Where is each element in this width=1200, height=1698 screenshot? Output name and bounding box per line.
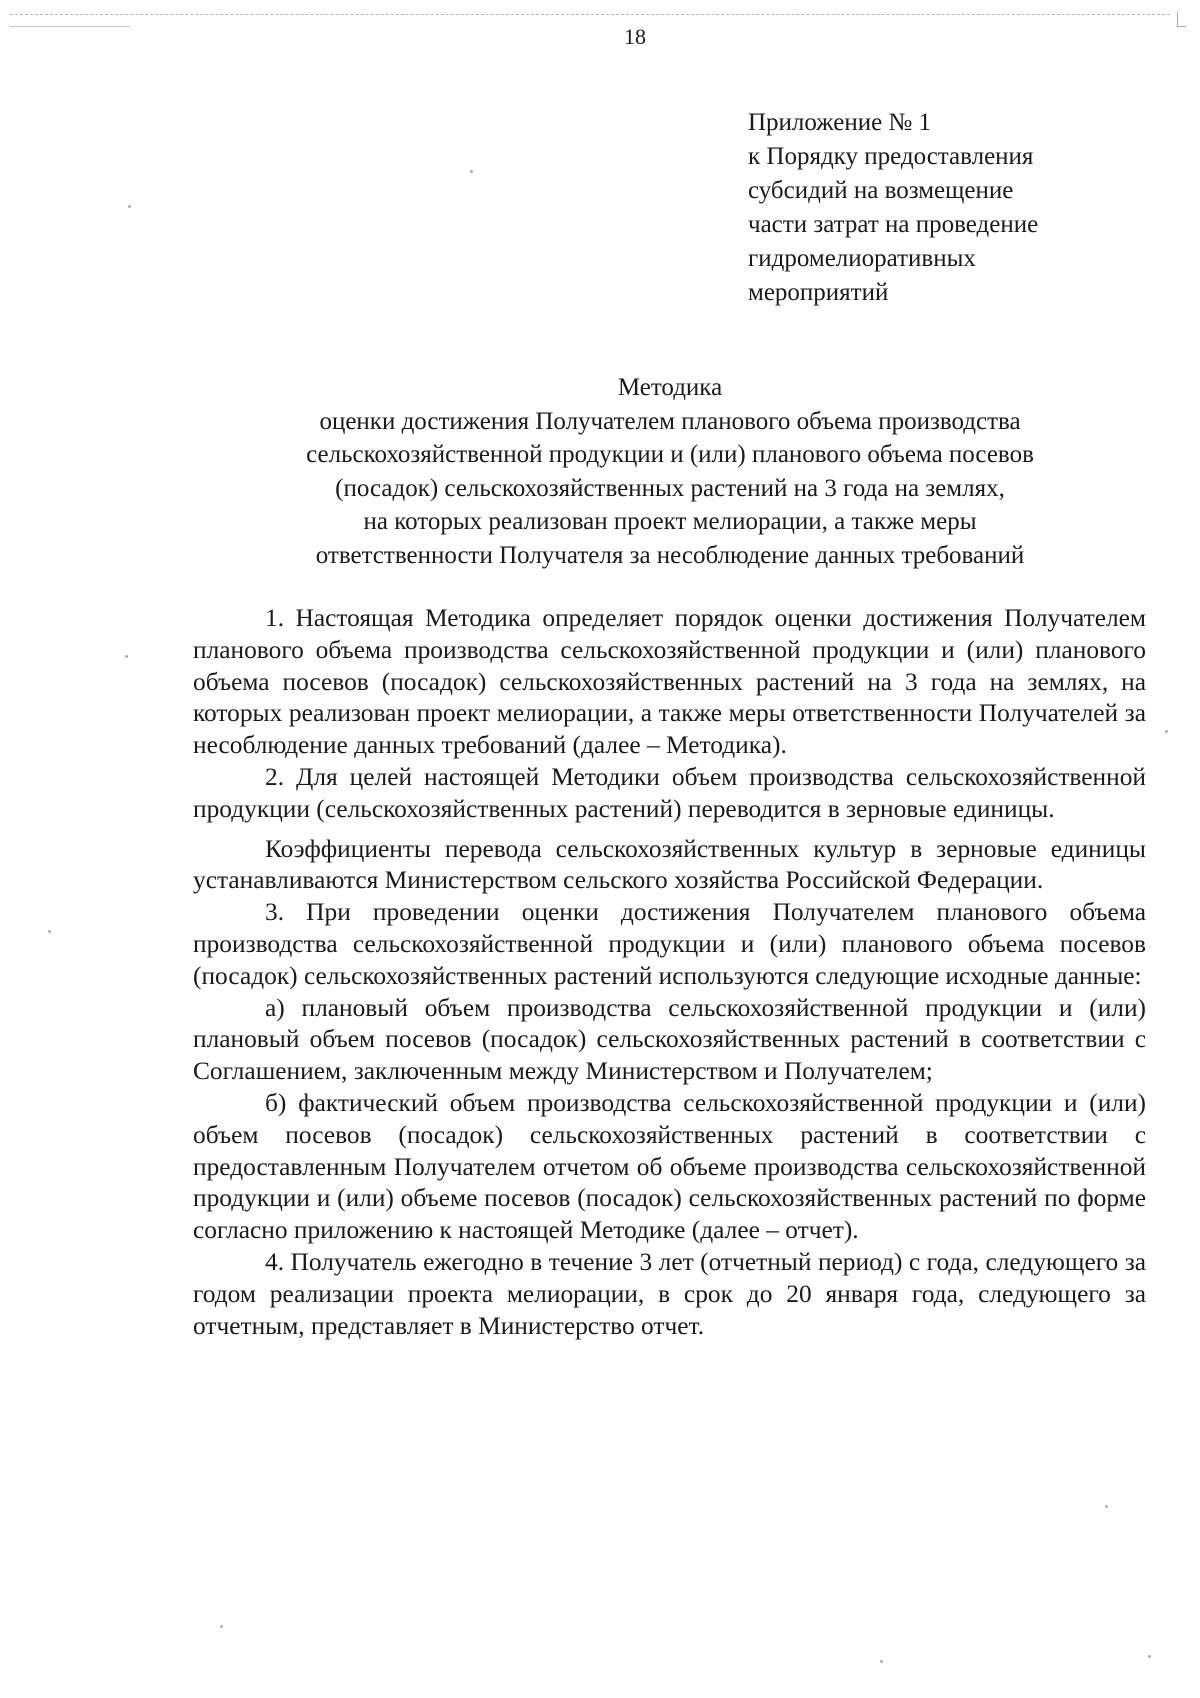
appendix-line: мероприятий xyxy=(748,279,889,306)
document-title xyxy=(190,371,1150,572)
title-line: оценки достижения Получателем планового объема производства xyxy=(319,407,1021,435)
appendix-line: гидромелиоративных xyxy=(748,245,976,272)
scan-artifact-line xyxy=(10,14,1170,15)
scan-speck xyxy=(128,205,131,208)
paragraph-3b: б) фактический объем производства сельскохозяйственной продукции и (или) объем посевов (посадок) сельскохозяйственных растений в соответствии с предоставленным Получателем отчетом об объеме производства сельскохозяйственной продукции и (или) объеме посевов (посадок) сельскохозяйственных растений по форме согласно приложению к настоящей Методике (далее – отчет). xyxy=(193,1088,1146,1245)
title-line: сельскохозяйственной продукции и (или) планового объема посевов xyxy=(306,441,1034,468)
scan-speck xyxy=(220,1625,223,1628)
appendix-line: к Порядку предоставления xyxy=(748,143,1034,170)
scan-speck xyxy=(125,655,128,658)
paragraph-2: 2. Для целей настоящей Методики объем производства сельскохозяйственной продукции (сельскохозяйственных растений) переводится в зерновые единицы. xyxy=(193,762,1146,823)
scan-speck xyxy=(470,170,473,173)
paragraph-3a: а) плановый объем производства сельскохозяйственной продукции и (или) плановый объем посевов (посадок) сельскохозяйственных растений в соответствии с Соглашением, заключенным между Министерством и Получателем; xyxy=(193,993,1146,1086)
appendix-line: Приложение № 1 xyxy=(748,109,932,136)
scan-speck xyxy=(1148,1655,1151,1658)
document-body xyxy=(193,603,1146,1342)
title-line: (посадок) сельскохозяйственных растений на 3 года на землях, xyxy=(335,474,1005,502)
paragraph-1: 1. Настоящая Методика определяет порядок оценки достижения Получателем планового объема производства сельскохозяйственной продукции и (или) планового объема посевов (посадок) сельскохозяйственных растений на 3 года на землях, на которых реализован проект мелиорации, а также меры ответственности Получателей за несоблюдение данных требований (далее – Методика). xyxy=(193,604,1146,760)
paragraph-coefficients: Коэффициенты перевода сельскохозяйственных культур в зерновые единицы устанавливаются Министерством сельского хозяйства Российской Федерации. xyxy=(193,834,1146,895)
appendix-line: части затрат на проведение xyxy=(748,211,1039,238)
title-heading: Методика xyxy=(617,374,723,401)
scan-speck xyxy=(880,1660,883,1663)
scan-speck xyxy=(1165,730,1168,733)
title-line: ответственности Получателя за несоблюдение данных требований xyxy=(315,541,1025,569)
scan-speck xyxy=(48,930,51,933)
appendix-line: субсидий на возмещение xyxy=(748,177,1014,204)
scan-speck xyxy=(1105,1505,1108,1508)
title-line: на которых реализован проект мелиорации, а также меры xyxy=(363,508,977,535)
page-number: 18 xyxy=(624,24,646,49)
appendix-note xyxy=(748,106,1168,310)
paragraph-3: 3. При проведении оценки достижения Получателем планового объема производства сельскохозяйственной продукции и (или) планового объема посевов (посадок) сельскохозяйственных растений используются следующие исходные данные: xyxy=(193,898,1146,990)
paragraph-4: 4. Получатель ежегодно в течение 3 лет (отчетный период) с года, следующего за годом реализации проекта мелиорации, в срок до 20 января года, следующего за отчетным, представляет в Министерство отчет. xyxy=(193,1247,1146,1340)
